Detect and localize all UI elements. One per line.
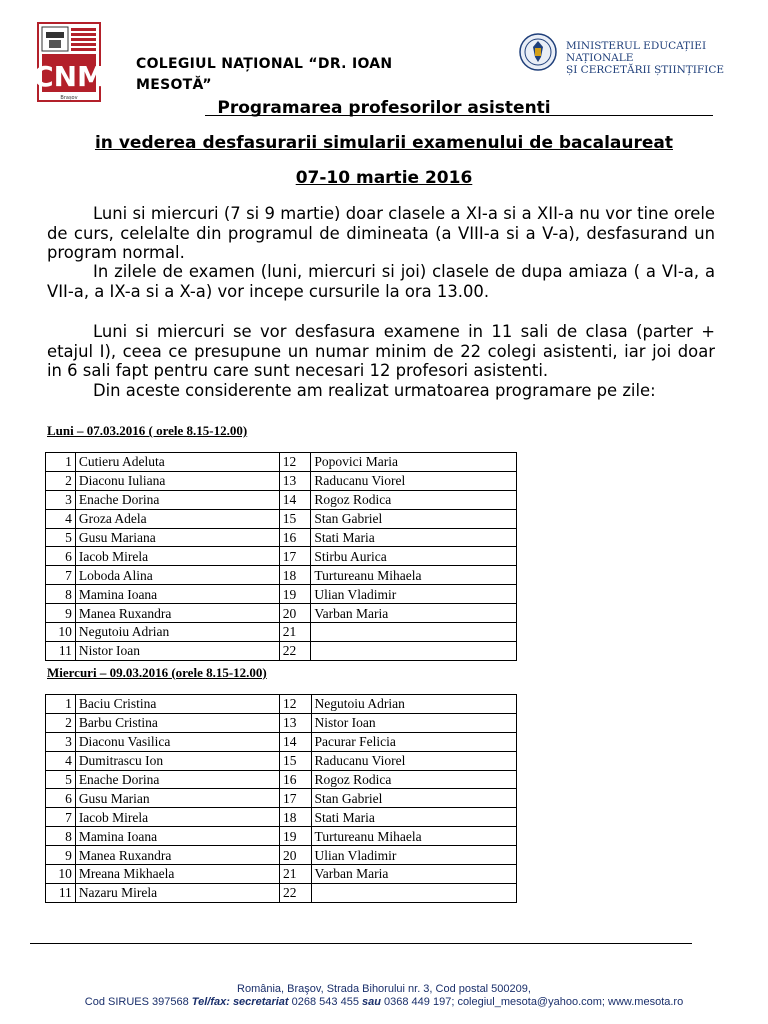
teacher-name: Nistor Ioan <box>75 641 279 660</box>
row-number: 5 <box>46 770 76 789</box>
row-number: 7 <box>46 566 76 585</box>
teacher-name: Diaconu Vasilica <box>75 732 279 751</box>
row-number: 12 <box>279 453 311 472</box>
day-heading-wednesday: Miercuri – 09.03.2016 (orele 8.15-12.00) <box>47 665 267 680</box>
teacher-name: Loboda Alina <box>75 566 279 585</box>
teacher-name: Negutoiu Adrian <box>75 623 279 642</box>
teacher-name: Stati Maria <box>311 528 517 547</box>
teacher-name: Gusu Mariana <box>75 528 279 547</box>
teacher-name <box>311 883 516 902</box>
teacher-name: Iacob Mirela <box>75 547 279 566</box>
row-number: 13 <box>279 713 311 732</box>
teacher-name: Pacurar Felicia <box>311 732 516 751</box>
schedule-table-monday <box>45 452 517 661</box>
row-number: 8 <box>46 585 76 604</box>
teacher-name: Barbu Cristina <box>75 713 279 732</box>
table-row <box>46 865 517 884</box>
table-row <box>46 585 517 604</box>
footer-phone-1: 0268 543 455 <box>288 996 362 1008</box>
row-number: 11 <box>46 883 76 902</box>
paragraph-3-text: Luni si miercuri se vor desfasura examene in 11 sali de clasa (parter + etajul I), ceea ce presupune un numar minim de 22 colegi asistenti, iar joi doar in 6 sali fapt pentru care sunt necesari 12 profesori asistenti. <box>47 322 715 380</box>
paragraph-4 <box>47 381 715 401</box>
row-number: 18 <box>279 808 311 827</box>
teacher-name: Varban Maria <box>311 604 517 623</box>
ministry-name-line2: ȘI CERCETĂRII ȘTIINȚIFICE <box>566 64 725 76</box>
school-logo-letters: CNM <box>33 60 105 93</box>
footer-divider <box>30 943 692 944</box>
table-row <box>46 808 517 827</box>
table-row <box>46 770 517 789</box>
paragraph-2-text: In zilele de examen (luni, miercuri si joi) clasele de dupa amiaza ( a VI-a, a VII-a, a IX-a si a X-a) vor incepe cursurile la ora 13.00. <box>47 262 715 301</box>
table-row <box>46 547 517 566</box>
teacher-name: Nistor Ioan <box>311 713 516 732</box>
teacher-name: Cutieru Adeluta <box>75 453 279 472</box>
row-number: 8 <box>46 827 76 846</box>
ministry-crest-icon <box>518 32 562 72</box>
teacher-name: Stan Gabriel <box>311 789 516 808</box>
footer-or: sau <box>362 996 381 1008</box>
title-underline <box>205 115 713 116</box>
teacher-name <box>311 623 517 642</box>
row-number: 15 <box>279 751 311 770</box>
row-number: 20 <box>279 604 311 623</box>
row-number: 21 <box>279 865 311 884</box>
teacher-name: Raducanu Viorel <box>311 751 516 770</box>
teacher-name: Popovici Maria <box>311 453 517 472</box>
ministry-name-line1: MINISTERUL EDUCAȚIEI NAȚIONALE <box>566 40 707 64</box>
teacher-name: Diaconu Iuliana <box>75 471 279 490</box>
school-logo-city: Brașov <box>60 95 78 101</box>
paragraph-1 <box>47 204 715 263</box>
footer-address: România, Braşov, Strada Bihorului nr. 3, Cod postal 500209, <box>237 983 531 995</box>
row-number: 6 <box>46 789 76 808</box>
teacher-name: Stan Gabriel <box>311 509 517 528</box>
row-number: 9 <box>46 846 76 865</box>
teacher-name: Enache Dorina <box>75 770 279 789</box>
row-number: 15 <box>279 509 311 528</box>
teacher-name: Turtureanu Mihaela <box>311 566 517 585</box>
table-row <box>46 789 517 808</box>
schedule-table-wednesday <box>45 694 517 903</box>
teacher-name <box>311 641 517 660</box>
footer-tel-label: Tel/fax: secretariat <box>191 996 289 1008</box>
teacher-name: Groza Adela <box>75 509 279 528</box>
teacher-name: Ulian Vladimir <box>311 585 517 604</box>
row-number: 19 <box>279 827 311 846</box>
teacher-name: Stati Maria <box>311 808 516 827</box>
teacher-name: Dumitrascu Ion <box>75 751 279 770</box>
row-number: 4 <box>46 509 76 528</box>
table-row <box>46 566 517 585</box>
row-number: 10 <box>46 865 76 884</box>
teacher-name: Mamina Ioana <box>75 827 279 846</box>
ministry-name <box>566 40 756 76</box>
school-logo <box>33 22 105 102</box>
paragraph-3 <box>47 322 715 381</box>
row-number: 1 <box>46 453 76 472</box>
row-number: 10 <box>46 623 76 642</box>
teacher-name: Iacob Mirela <box>75 808 279 827</box>
row-number: 13 <box>279 471 311 490</box>
table-row <box>46 641 517 660</box>
table-row <box>46 827 517 846</box>
teacher-name: Mreana Mikhaela <box>75 865 279 884</box>
teacher-name: Raducanu Viorel <box>311 471 517 490</box>
row-number: 17 <box>279 789 311 808</box>
row-number: 2 <box>46 471 76 490</box>
table-row <box>46 713 517 732</box>
teacher-name: Stirbu Aurica <box>311 547 517 566</box>
row-number: 11 <box>46 641 76 660</box>
row-number: 4 <box>46 751 76 770</box>
footer-contact <box>0 995 768 1009</box>
table-row <box>46 471 517 490</box>
teacher-name: Ulian Vladimir <box>311 846 516 865</box>
teacher-name: Varban Maria <box>311 865 516 884</box>
row-number: 5 <box>46 528 76 547</box>
table-row <box>46 490 517 509</box>
table-row <box>46 528 517 547</box>
table-row <box>46 604 517 623</box>
row-number: 22 <box>279 641 311 660</box>
table-row <box>46 695 517 714</box>
teacher-name: Manea Ruxandra <box>75 604 279 623</box>
row-number: 9 <box>46 604 76 623</box>
document-title: Programarea profesorilor asistenti <box>217 98 551 118</box>
document-subtitle: in vederea desfasurarii simularii examenului de bacalaureat <box>94 133 673 153</box>
paragraph-4-text: Din aceste considerente am realizat urmatoarea programare pe zile: <box>93 381 656 400</box>
row-number: 17 <box>279 547 311 566</box>
teacher-name: Enache Dorina <box>75 490 279 509</box>
table-row <box>46 883 517 902</box>
teacher-name: Gusu Marian <box>75 789 279 808</box>
row-number: 1 <box>46 695 76 714</box>
teacher-name: Baciu Cristina <box>75 695 279 714</box>
row-number: 16 <box>279 528 311 547</box>
row-number: 20 <box>279 846 311 865</box>
row-number: 2 <box>46 713 76 732</box>
row-number: 22 <box>279 883 311 902</box>
teacher-name: Turtureanu Mihaela <box>311 827 516 846</box>
row-number: 18 <box>279 566 311 585</box>
document-date-range: 07-10 martie 2016 <box>295 168 473 188</box>
table-row <box>46 453 517 472</box>
row-number: 3 <box>46 490 76 509</box>
table-row <box>46 623 517 642</box>
teacher-name: Negutoiu Adrian <box>311 695 516 714</box>
day-heading-monday: Luni – 07.03.2016 ( orele 8.15-12.00) <box>47 423 248 438</box>
row-number: 14 <box>279 732 311 751</box>
row-number: 21 <box>279 623 311 642</box>
footer-phone-2: 0368 449 197 <box>380 996 452 1008</box>
teacher-name: Rogoz Rodica <box>311 490 517 509</box>
school-name: COLEGIUL NAȚIONAL “DR. IOAN MESOTĂ” <box>136 56 393 93</box>
row-number: 3 <box>46 732 76 751</box>
table-row <box>46 509 517 528</box>
row-number: 19 <box>279 585 311 604</box>
row-number: 6 <box>46 547 76 566</box>
table-row <box>46 846 517 865</box>
paragraph-2 <box>47 262 715 301</box>
paragraph-1-text: Luni si miercuri (7 si 9 martie) doar clasele a XI-a si a XII-a nu vor tine orele de curs, celelalte din programul de dimineata (a VIII-a si a V-a), desfasurand un program normal. <box>47 204 715 262</box>
row-number: 14 <box>279 490 311 509</box>
row-number: 7 <box>46 808 76 827</box>
teacher-name: Rogoz Rodica <box>311 770 516 789</box>
teacher-name: Manea Ruxandra <box>75 846 279 865</box>
footer-sirues: Cod SIRUES 397568 <box>84 996 192 1008</box>
row-number: 12 <box>279 695 311 714</box>
teacher-name: Mamina Ioana <box>75 585 279 604</box>
row-number: 16 <box>279 770 311 789</box>
table-row <box>46 732 517 751</box>
table-row <box>46 751 517 770</box>
teacher-name: Nazaru Mirela <box>75 883 279 902</box>
footer-email-web: ; colegiul_mesota@yahoo.com; www.mesota.ro <box>451 996 684 1008</box>
